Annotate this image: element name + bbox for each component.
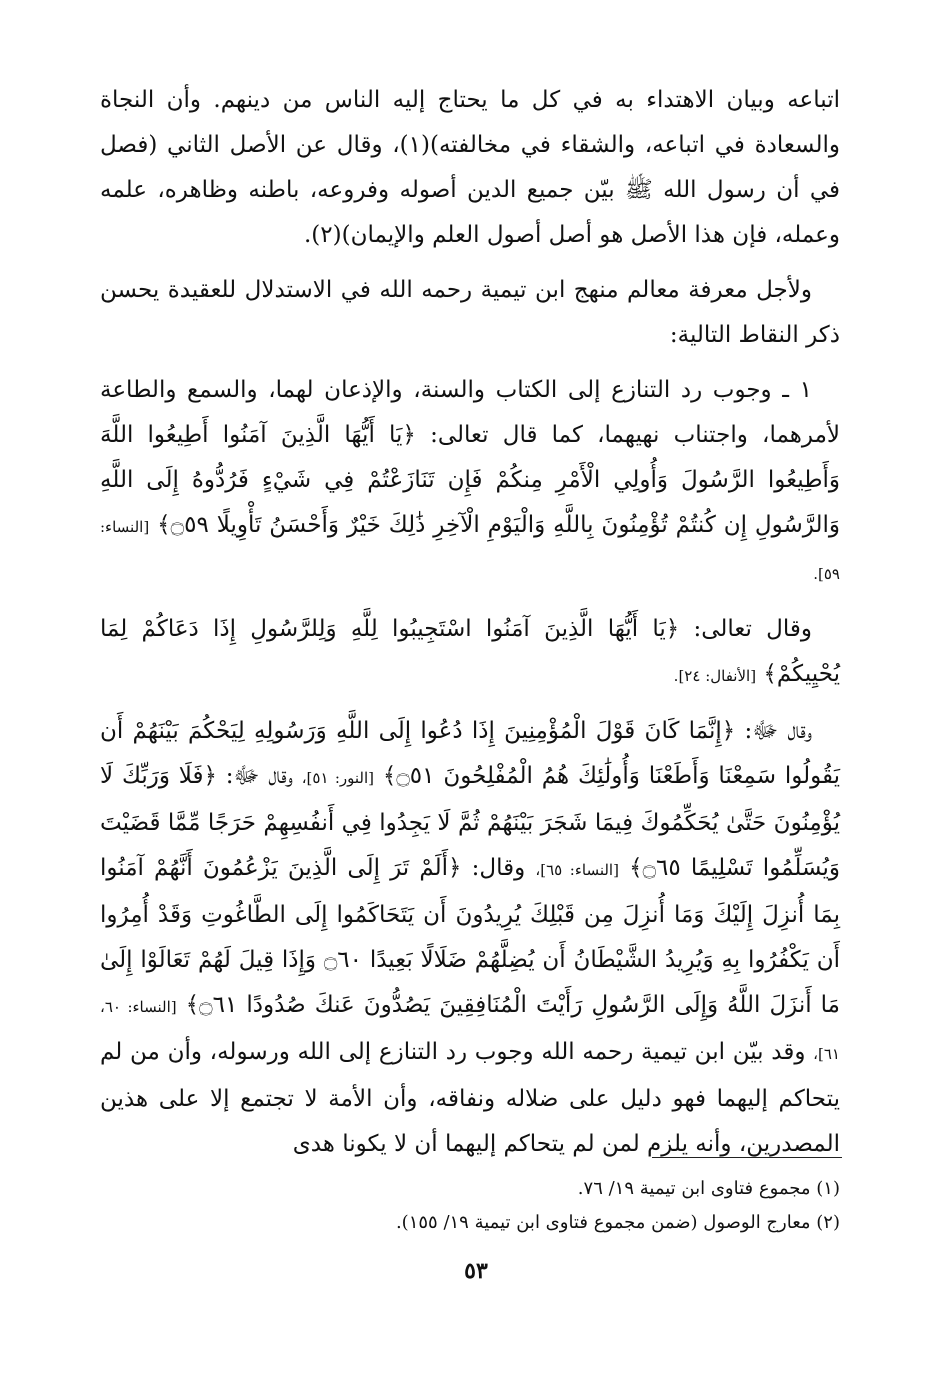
verse-reference: [الأنفال: ٢٤]. [673, 667, 757, 685]
connector-text: وقال: [471, 855, 526, 881]
verse-reference: [النساء: ٦٠، ٦١]، [100, 998, 840, 1063]
paragraph-1: اتباعه وبيان الاهتداء به في كل ما يحتاج إليه الناس من دينهم. وأن النجاة والسعادة في اتباعه، والشقاء في مخالفته)(١)، وقال عن الأصل الثاني (فصل في أن رسول الله ﷺ بيّن جميع الدين أصوله وفروعه، باطنه وظاهره، علمه وعمله، فإن هذا الأصل هو أصل أصول العلم والإيمان)(٢). [100, 87, 840, 248]
quran-verse-nisa-59: ﴿يَا أَيُّهَا الَّذِينَ آمَنُوا أَطِيعُوا اللَّهَ وَأَطِيعُوا الرَّسُولَ وَأُولِي الْأَمْرِ مِنكُمْ فَإِن تَنَازَعْتُمْ فِي شَيْءٍ فَرُدُّوهُ إِلَى اللَّهِ وَالرَّسُولِ إِن كُنتُمْ تُؤْمِنُونَ بِاللَّهِ وَالْيَوْمِ الْآخِرِ ذَٰلِكَ خَيْرٌ وَأَحْسَنُ تَأْوِيلًا ۝٥٩﴾ [100, 422, 840, 538]
footnotes [100, 1172, 840, 1240]
quran-verse-anfal-24: ﴿يَا أَيُّهَا الَّذِينَ آمَنُوا اسْتَجِيبُوا لِلَّهِ وَلِلرَّسُولِ إِذَا دَعَاكُمْ لِمَا يُحْيِيكُمْ﴾ [100, 616, 840, 687]
main-text [100, 78, 840, 1177]
nur-lead: وقال ﷻ: [744, 718, 813, 744]
page-number: ٥٣ [464, 1258, 488, 1284]
point-1-paragraph [100, 368, 840, 597]
quran-verse-nisa-60-61: ﴿أَلَمْ تَرَ إِلَى الَّذِينَ يَزْعُمُونَ أَنَّهُمْ آمَنُوا بِمَا أُنزِلَ إِلَيْكَ وَمَا أُنزِلَ مِن قَبْلِكَ يُرِيدُونَ أَن يَتَحَاكَمُوا إِلَى الطَّاغُوتِ وَقَدْ أُمِرُوا أَن يَكْفُرُوا بِهِ وَيُرِيدُ الشَّيْطَانُ أَن يُضِلَّهُمْ ضَلَالًا بَعِيدًا ۝٦٠ وَإِذَا قِيلَ لَهُمْ تَعَالَوْا إِلَىٰ مَا أَنزَلَ اللَّهُ وَإِلَى الرَّسُولِ رَأَيْتَ الْمُنَافِقِينَ يَصُدُّونَ عَنكَ صُدُودًا ۝٦١﴾ [100, 855, 840, 1018]
verse-reference: [النساء: ٥٩]. [100, 518, 840, 583]
anfal-paragraph [100, 607, 840, 699]
verse-reference: [النساء: ٦٥]، [535, 861, 619, 879]
quran-verse-nisa-65: ﴿فَلَا وَرَبِّكَ لَا يُؤْمِنُونَ حَتَّىٰ يُحَكِّمُوكَ فِيمَا شَجَرَ بَيْنَهُمْ ثُمَّ لَا يَجِدُوا فِي أَنفُسِهِمْ حَرَجًا مِّمَّا قَضَيْتَ وَيُسَلِّمُوا تَسْلِيمًا ۝٦٥﴾ [100, 763, 841, 881]
quran-verse-nur-51: ﴿إِنَّمَا كَانَ قَوْلَ الْمُؤْمِنِينَ إِذَا دُعُوا إِلَى اللَّهِ وَرَسُولِهِ لِيَحْكُمَ بَيْنَهُمْ أَن يَقُولُوا سَمِعْنَا وَأَطَعْنَا وَأُولَٰئِكَ هُمُ الْمُفْلِحُونَ ۝٥١﴾ [100, 718, 841, 789]
verse-reference: [النور: ٥١]، [301, 769, 374, 787]
nur-paragraph [100, 709, 840, 1167]
paragraph-2: ولأجل معرفة معالم منهج ابن تيمية رحمه الله في الاستدلال للعقيدة يحسن ذكر النقاط التالية: [100, 277, 840, 348]
connector-text: وقال ﷻ: [225, 763, 293, 789]
point-1-text: ١ ـ وجوب رد التنازع إلى الكتاب والسنة، والإذعان لهما، والسمع والطاعة لأمرهما، واجتناب نهيهما، كما قال تعالى: [100, 377, 841, 448]
footnote-2: (٢) معارج الوصول (ضمن مجموع فتاوى ابن تيمية ١٩/ ١٥٥). [395, 1212, 840, 1233]
nur-tail-text: وقد بيّن ابن تيمية رحمه الله وجوب رد التنازع إلى الله ورسوله، وأن من لم يتحاكم إليهما فهو دليل على ضلاله ونفاقه، وأن الأمة لا تجتمع إلا على هذين المصدرين، وأنه يلزم لمن لم يتحاكم إليهما أن لا يكونا هدى [100, 1039, 840, 1157]
footnote-1: (١) مجموع فتاوى ابن تيمية ١٩/ ٧٦. [577, 1178, 840, 1199]
footnote-divider [652, 1157, 842, 1158]
anfal-lead: وقال تعالى: [693, 616, 812, 642]
